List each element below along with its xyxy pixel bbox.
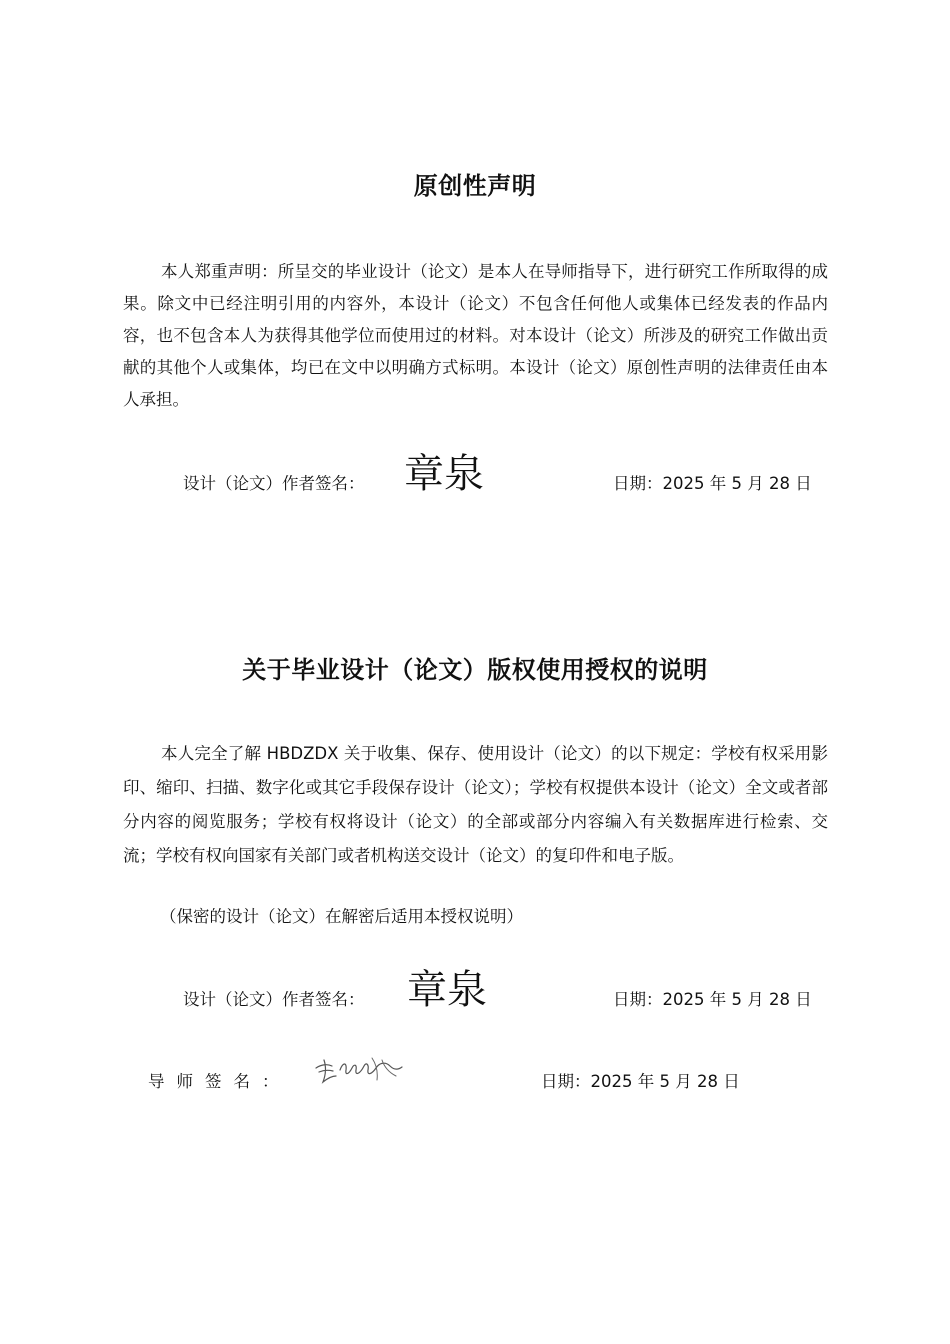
author-signature: 章泉 <box>407 967 487 1013</box>
originality-body: 本人郑重声明：所呈交的毕业设计（论文）是本人在导师指导下，进行研究工作所取得的成果。除文中已经注明引用的内容外，本设计（论文）不包含任何他人或集体已经发表的作品内容，也不包含本人为获得其他学位而使用过的材料。对本设计（论文）所涉及的研究工作做出贡献的其他个人或集体，均已在文中以明确方式标明。本设计（论文）原创性声明的法律责任由本人承担。 <box>123 262 828 409</box>
author-signature-label: 设计（论文）作者签名： <box>183 474 365 493</box>
originality-title: 原创性声明 <box>413 172 537 200</box>
advisor-handwritten-signature <box>310 1052 406 1086</box>
signature-date: 日期：2025 年 5 月 28 日 <box>613 990 812 1009</box>
author-signature-label: 设计（论文）作者签名： <box>183 990 365 1009</box>
authorization-signature-line <box>0 966 950 1026</box>
advisor-signature-label: 导师签名： <box>148 1072 291 1091</box>
authorization-body: 本人完全了解 HBDZDX 关于收集、保存、使用设计（论文）的以下规定：学校有权采用影印、缩印、扫描、数字化或其它手段保存设计（论文）；学校有权提供本设计（论文）全文或者部分内容的阅览服务；学校有权将设计（论文）的全部或部分内容编入有关数据库进行检索、交流；学校有权向国家有关部门或者机构送交设计（论文）的复印件和电子版。 <box>123 744 828 865</box>
confidential-note: （保密的设计（论文）在解密后适用本授权说明） <box>160 907 523 926</box>
originality-signature-line <box>0 450 950 510</box>
signature-date: 日期：2025 年 5 月 28 日 <box>613 474 812 493</box>
authorization-title: 关于毕业设计（论文）版权使用授权的说明 <box>242 656 708 684</box>
advisor-signature-date: 日期：2025 年 5 月 28 日 <box>541 1072 740 1091</box>
author-signature: 章泉 <box>404 451 484 497</box>
